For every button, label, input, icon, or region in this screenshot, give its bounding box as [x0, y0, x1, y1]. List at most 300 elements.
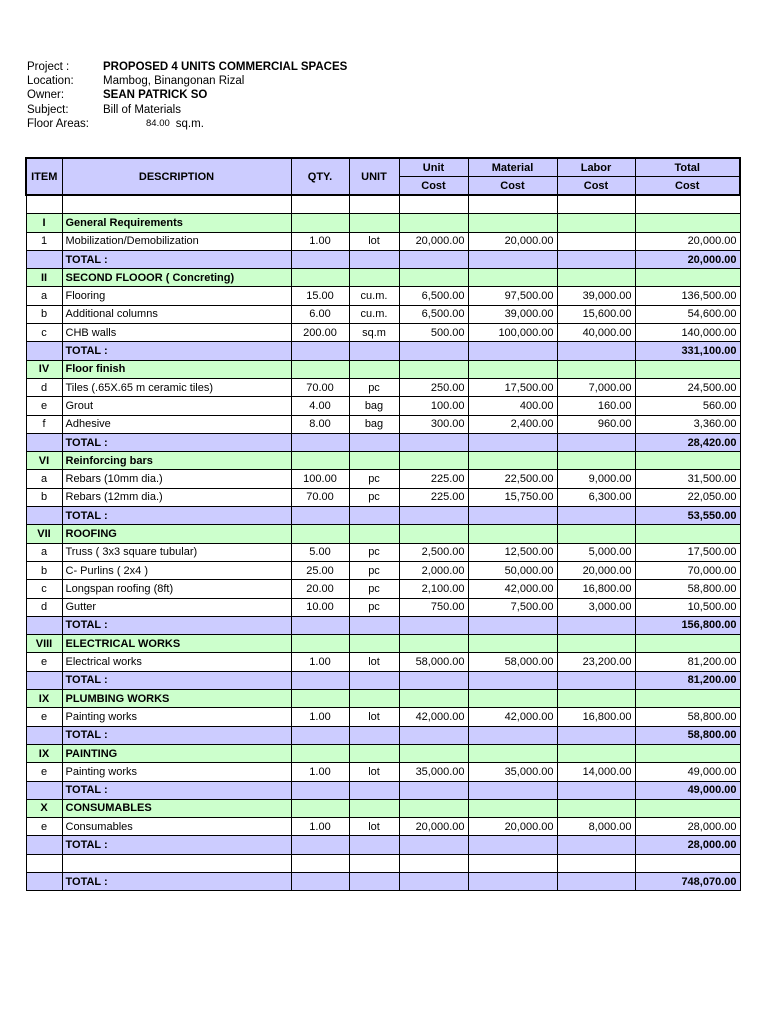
- cell-labor-cost: 9,000.00: [557, 470, 635, 488]
- blank-row: [26, 195, 740, 214]
- section-row: [26, 452, 740, 470]
- cell-unit: lot: [349, 763, 399, 781]
- cell-unit-cost: [399, 195, 468, 214]
- cell-qty: 70.00: [291, 488, 349, 506]
- table-row: [26, 580, 740, 598]
- cell-unit: bag: [349, 397, 399, 415]
- cell-total-cost: 58,800.00: [635, 708, 740, 726]
- cell-item: f: [26, 415, 62, 433]
- cell-labor-cost: 8,000.00: [557, 818, 635, 836]
- cell-qty: 20.00: [291, 580, 349, 598]
- cell-material-cost: 12,500.00: [468, 543, 557, 561]
- cell-description: Electrical works: [62, 653, 291, 671]
- cell-unit: [349, 525, 399, 543]
- cell-material-cost: 15,750.00: [468, 488, 557, 506]
- table-row: [26, 415, 740, 433]
- cell-unit-cost: 35,000.00: [399, 763, 468, 781]
- cell-material-cost: [468, 781, 557, 799]
- cell-labor-cost: [557, 726, 635, 744]
- cell-material-cost: [468, 744, 557, 762]
- cell-unit: pc: [349, 598, 399, 616]
- cell-unit-cost: 6,500.00: [399, 287, 468, 305]
- cell-item: b: [26, 561, 62, 579]
- cell-item: [26, 433, 62, 451]
- cell-unit-cost: 6,500.00: [399, 305, 468, 323]
- cell-labor-cost: 6,300.00: [557, 488, 635, 506]
- cell-labor-cost: 3,000.00: [557, 598, 635, 616]
- cell-labor-cost: 5,000.00: [557, 543, 635, 561]
- subject-value: Bill of Materials: [103, 103, 181, 116]
- cell-labor-cost: [557, 872, 635, 890]
- cell-material-cost: [468, 250, 557, 268]
- cell-unit-cost: 2,500.00: [399, 543, 468, 561]
- cell-unit-cost: 100.00: [399, 397, 468, 415]
- cell-item: [26, 342, 62, 360]
- cell-description: CHB walls: [62, 324, 291, 342]
- subtotal-row: [26, 836, 740, 854]
- project-header: [27, 60, 347, 131]
- cell-unit-cost: [399, 507, 468, 525]
- cell-total-cost: 20,000.00: [635, 232, 740, 250]
- subtotal-row: [26, 433, 740, 451]
- cell-total-cost: 24,500.00: [635, 378, 740, 396]
- col-total-top: Total: [635, 158, 740, 177]
- table-row: [26, 543, 740, 561]
- cell-material-cost: 17,500.00: [468, 378, 557, 396]
- cell-unit: [349, 854, 399, 872]
- cell-unit: [349, 635, 399, 653]
- cell-total-cost: [635, 854, 740, 872]
- cell-labor-cost: [557, 342, 635, 360]
- cell-qty: 4.00: [291, 397, 349, 415]
- cell-description: General Requirements: [62, 214, 291, 232]
- cell-unit-cost: [399, 836, 468, 854]
- cell-qty: 8.00: [291, 415, 349, 433]
- blank-row: [26, 854, 740, 872]
- cell-labor-cost: 39,000.00: [557, 287, 635, 305]
- subtotal-row: [26, 671, 740, 689]
- cell-total-cost: [635, 525, 740, 543]
- cell-description: TOTAL :: [62, 726, 291, 744]
- cell-qty: [291, 433, 349, 451]
- cell-material-cost: 42,000.00: [468, 708, 557, 726]
- cell-material-cost: 50,000.00: [468, 561, 557, 579]
- cell-item: [26, 854, 62, 872]
- cell-description: Gutter: [62, 598, 291, 616]
- cell-item: I: [26, 214, 62, 232]
- cell-description: ROOFING: [62, 525, 291, 543]
- cell-total-cost: 28,420.00: [635, 433, 740, 451]
- cell-labor-cost: 23,200.00: [557, 653, 635, 671]
- cell-item: VI: [26, 452, 62, 470]
- cell-unit-cost: [399, 452, 468, 470]
- cell-material-cost: [468, 799, 557, 817]
- subtotal-row: [26, 781, 740, 799]
- subtotal-row: [26, 342, 740, 360]
- cell-material-cost: [468, 836, 557, 854]
- cell-labor-cost: [557, 799, 635, 817]
- cell-material-cost: 400.00: [468, 397, 557, 415]
- cell-labor-cost: [557, 269, 635, 287]
- cell-total-cost: 17,500.00: [635, 543, 740, 561]
- cell-qty: [291, 744, 349, 762]
- cell-labor-cost: [557, 690, 635, 708]
- cell-labor-cost: 14,000.00: [557, 763, 635, 781]
- col-labor-bottom: Cost: [557, 177, 635, 196]
- col-unit: UNIT: [349, 158, 399, 195]
- cell-item: c: [26, 580, 62, 598]
- cell-labor-cost: 7,000.00: [557, 378, 635, 396]
- cell-item: d: [26, 378, 62, 396]
- cell-qty: [291, 507, 349, 525]
- cell-material-cost: [468, 854, 557, 872]
- cell-material-cost: 58,000.00: [468, 653, 557, 671]
- project-value: PROPOSED 4 UNITS COMMERCIAL SPACES: [103, 61, 348, 73]
- cell-description: Tiles (.65X.65 m ceramic tiles): [62, 378, 291, 396]
- cell-qty: 1.00: [291, 232, 349, 250]
- location-row: [27, 74, 347, 88]
- cell-material-cost: [468, 507, 557, 525]
- cell-item: [26, 195, 62, 214]
- col-total-bottom: Cost: [635, 177, 740, 196]
- cell-unit: pc: [349, 580, 399, 598]
- cell-unit-cost: [399, 635, 468, 653]
- cell-item: VII: [26, 525, 62, 543]
- cell-unit-cost: [399, 726, 468, 744]
- cell-total-cost: 81,200.00: [635, 671, 740, 689]
- cell-labor-cost: [557, 360, 635, 378]
- table-header: [26, 158, 740, 195]
- cell-description: TOTAL :: [62, 781, 291, 799]
- cell-unit: [349, 690, 399, 708]
- col-qty: QTY.: [291, 158, 349, 195]
- cell-item: [26, 250, 62, 268]
- cell-unit-cost: 20,000.00: [399, 818, 468, 836]
- cell-total-cost: 20,000.00: [635, 250, 740, 268]
- table-row: [26, 397, 740, 415]
- cell-qty: [291, 452, 349, 470]
- cell-material-cost: 2,400.00: [468, 415, 557, 433]
- cell-qty: [291, 690, 349, 708]
- cell-material-cost: [468, 452, 557, 470]
- location-value: Mambog, Binangonan Rizal: [103, 75, 245, 88]
- cell-total-cost: 58,800.00: [635, 726, 740, 744]
- cell-unit-cost: 2,000.00: [399, 561, 468, 579]
- cell-unit-cost: [399, 799, 468, 817]
- cell-total-cost: 70,000.00: [635, 561, 740, 579]
- cell-qty: [291, 781, 349, 799]
- table-row: [26, 488, 740, 506]
- section-row: [26, 635, 740, 653]
- col-material-bottom: Cost: [468, 177, 557, 196]
- cell-material-cost: 39,000.00: [468, 305, 557, 323]
- cell-total-cost: 140,000.00: [635, 324, 740, 342]
- cell-material-cost: [468, 342, 557, 360]
- cell-qty: [291, 214, 349, 232]
- section-row: [26, 744, 740, 762]
- cell-item: [26, 671, 62, 689]
- cell-total-cost: 28,000.00: [635, 818, 740, 836]
- cell-unit-cost: [399, 671, 468, 689]
- cell-material-cost: 22,500.00: [468, 470, 557, 488]
- subtotal-row: [26, 726, 740, 744]
- cell-unit: pc: [349, 543, 399, 561]
- cell-description: Consumables: [62, 818, 291, 836]
- cell-unit: [349, 452, 399, 470]
- section-row: [26, 690, 740, 708]
- cell-description: TOTAL :: [62, 616, 291, 634]
- cell-qty: [291, 250, 349, 268]
- cell-total-cost: 156,800.00: [635, 616, 740, 634]
- section-row: [26, 360, 740, 378]
- cell-total-cost: 22,050.00: [635, 488, 740, 506]
- owner-value: SEAN PATRICK SO: [103, 89, 208, 102]
- cell-total-cost: [635, 799, 740, 817]
- owner-label: Owner:: [27, 89, 65, 102]
- cell-unit: cu.m.: [349, 287, 399, 305]
- cell-description: TOTAL :: [62, 507, 291, 525]
- cell-item: a: [26, 543, 62, 561]
- cell-qty: [291, 342, 349, 360]
- cell-material-cost: [468, 360, 557, 378]
- cell-unit: bag: [349, 415, 399, 433]
- cell-unit-cost: 2,100.00: [399, 580, 468, 598]
- cell-total-cost: 136,500.00: [635, 287, 740, 305]
- cell-item: II: [26, 269, 62, 287]
- cell-unit: [349, 342, 399, 360]
- cell-material-cost: [468, 525, 557, 543]
- table-body: [26, 195, 740, 891]
- cell-item: IV: [26, 360, 62, 378]
- cell-description: TOTAL :: [62, 250, 291, 268]
- cell-unit-cost: 20,000.00: [399, 232, 468, 250]
- cell-unit: cu.m.: [349, 305, 399, 323]
- floor-area-value: 84.00: [146, 117, 170, 129]
- floor-area-label: Floor Areas:: [27, 117, 89, 130]
- cell-total-cost: [635, 195, 740, 214]
- cell-total-cost: 53,550.00: [635, 507, 740, 525]
- cell-labor-cost: 15,600.00: [557, 305, 635, 323]
- table-row: [26, 287, 740, 305]
- cell-material-cost: [468, 872, 557, 890]
- cell-labor-cost: 16,800.00: [557, 708, 635, 726]
- cell-material-cost: [468, 671, 557, 689]
- cell-labor-cost: [557, 744, 635, 762]
- cell-labor-cost: [557, 452, 635, 470]
- table-row: [26, 818, 740, 836]
- section-row: [26, 269, 740, 287]
- cell-item: VIII: [26, 635, 62, 653]
- cell-total-cost: [635, 635, 740, 653]
- cell-description: Longspan roofing (8ft): [62, 580, 291, 598]
- cell-item: e: [26, 708, 62, 726]
- cell-unit-cost: [399, 360, 468, 378]
- cell-unit: pc: [349, 470, 399, 488]
- cell-unit: [349, 616, 399, 634]
- cell-unit: [349, 269, 399, 287]
- cell-labor-cost: [557, 671, 635, 689]
- cell-labor-cost: [557, 635, 635, 653]
- cell-labor-cost: [557, 507, 635, 525]
- cell-description: [62, 195, 291, 214]
- cell-item: [26, 836, 62, 854]
- cell-description: TOTAL :: [62, 342, 291, 360]
- cell-description: [62, 854, 291, 872]
- cell-unit: [349, 836, 399, 854]
- cell-item: IX: [26, 744, 62, 762]
- project-row: [27, 60, 347, 74]
- cell-unit: pc: [349, 378, 399, 396]
- cell-item: e: [26, 653, 62, 671]
- table-row: [26, 470, 740, 488]
- cell-labor-cost: [557, 250, 635, 268]
- cell-item: a: [26, 287, 62, 305]
- cell-labor-cost: [557, 854, 635, 872]
- cell-description: PAINTING: [62, 744, 291, 762]
- cell-item: IX: [26, 690, 62, 708]
- cell-description: PLUMBING WORKS: [62, 690, 291, 708]
- cell-labor-cost: [557, 232, 635, 250]
- cell-description: TOTAL :: [62, 836, 291, 854]
- cell-description: Grout: [62, 397, 291, 415]
- cell-description: Flooring: [62, 287, 291, 305]
- cell-qty: [291, 360, 349, 378]
- cell-description: Additional columns: [62, 305, 291, 323]
- cell-unit-cost: [399, 744, 468, 762]
- cell-item: e: [26, 397, 62, 415]
- table-row: [26, 561, 740, 579]
- cell-unit: [349, 507, 399, 525]
- cell-unit-cost: [399, 690, 468, 708]
- cell-item: [26, 726, 62, 744]
- cell-total-cost: 3,360.00: [635, 415, 740, 433]
- cell-qty: [291, 854, 349, 872]
- cell-qty: [291, 836, 349, 854]
- cell-total-cost: 49,000.00: [635, 781, 740, 799]
- floor-area-unit: sq.m.: [175, 117, 204, 130]
- cell-material-cost: 20,000.00: [468, 232, 557, 250]
- cell-labor-cost: [557, 195, 635, 214]
- cell-unit: [349, 250, 399, 268]
- cell-description: Truss ( 3x3 square tubular): [62, 543, 291, 561]
- cell-qty: 1.00: [291, 818, 349, 836]
- cell-qty: [291, 671, 349, 689]
- table-row: [26, 378, 740, 396]
- cell-total-cost: [635, 269, 740, 287]
- cell-unit: lot: [349, 232, 399, 250]
- cell-material-cost: 20,000.00: [468, 818, 557, 836]
- section-row: [26, 799, 740, 817]
- cell-material-cost: [468, 433, 557, 451]
- owner-row: [27, 88, 347, 102]
- cell-total-cost: 28,000.00: [635, 836, 740, 854]
- cell-qty: [291, 726, 349, 744]
- cell-unit: lot: [349, 818, 399, 836]
- cell-description: ELECTRICAL WORKS: [62, 635, 291, 653]
- location-label: Location:: [27, 75, 74, 88]
- cell-description: Rebars (10mm dia.): [62, 470, 291, 488]
- cell-material-cost: 35,000.00: [468, 763, 557, 781]
- project-label: Project :: [27, 61, 70, 73]
- cell-total-cost: 54,600.00: [635, 305, 740, 323]
- cell-total-cost: 10,500.00: [635, 598, 740, 616]
- cell-total-cost: 748,070.00: [635, 872, 740, 890]
- cell-unit: sq.m: [349, 324, 399, 342]
- cell-unit-cost: [399, 854, 468, 872]
- cell-qty: [291, 195, 349, 214]
- cell-qty: 1.00: [291, 708, 349, 726]
- cell-item: d: [26, 598, 62, 616]
- col-item: ITEM: [26, 158, 62, 195]
- cell-qty: [291, 872, 349, 890]
- cell-unit-cost: 500.00: [399, 324, 468, 342]
- subject-row: [27, 103, 347, 117]
- cell-unit: [349, 744, 399, 762]
- cell-material-cost: [468, 726, 557, 744]
- table-row: [26, 324, 740, 342]
- cell-total-cost: 560.00: [635, 397, 740, 415]
- section-row: [26, 214, 740, 232]
- col-labor-top: Labor: [557, 158, 635, 177]
- cell-unit-cost: [399, 616, 468, 634]
- cell-qty: 100.00: [291, 470, 349, 488]
- cell-total-cost: [635, 214, 740, 232]
- cell-unit: pc: [349, 488, 399, 506]
- cell-material-cost: [468, 690, 557, 708]
- cell-material-cost: [468, 195, 557, 214]
- cell-unit-cost: [399, 872, 468, 890]
- cell-unit: [349, 214, 399, 232]
- cell-unit-cost: 58,000.00: [399, 653, 468, 671]
- cell-item: a: [26, 470, 62, 488]
- cell-material-cost: [468, 214, 557, 232]
- cell-qty: [291, 616, 349, 634]
- cell-unit-cost: [399, 525, 468, 543]
- cell-unit-cost: [399, 342, 468, 360]
- cell-qty: [291, 635, 349, 653]
- cell-unit-cost: 42,000.00: [399, 708, 468, 726]
- cell-item: [26, 781, 62, 799]
- cell-labor-cost: [557, 616, 635, 634]
- cell-unit: [349, 781, 399, 799]
- cell-qty: 6.00: [291, 305, 349, 323]
- col-material-top: Material: [468, 158, 557, 177]
- cell-unit: [349, 799, 399, 817]
- cell-unit: [349, 433, 399, 451]
- cell-unit: lot: [349, 708, 399, 726]
- col-description: DESCRIPTION: [62, 158, 291, 195]
- cell-labor-cost: [557, 214, 635, 232]
- floor-area-row: [27, 117, 347, 131]
- cell-labor-cost: [557, 525, 635, 543]
- cell-item: 1: [26, 232, 62, 250]
- cell-description: TOTAL :: [62, 671, 291, 689]
- cell-description: C- Purlins ( 2x4 ): [62, 561, 291, 579]
- bill-of-materials-table: [25, 157, 741, 891]
- col-unit-cost-bottom: Cost: [399, 177, 468, 196]
- table-row: [26, 708, 740, 726]
- cell-item: c: [26, 324, 62, 342]
- cell-unit: [349, 872, 399, 890]
- cell-total-cost: 81,200.00: [635, 653, 740, 671]
- cell-labor-cost: 960.00: [557, 415, 635, 433]
- cell-total-cost: 58,800.00: [635, 580, 740, 598]
- cell-unit-cost: 750.00: [399, 598, 468, 616]
- subtotal-row: [26, 507, 740, 525]
- cell-total-cost: [635, 360, 740, 378]
- cell-total-cost: [635, 690, 740, 708]
- table-row: [26, 232, 740, 250]
